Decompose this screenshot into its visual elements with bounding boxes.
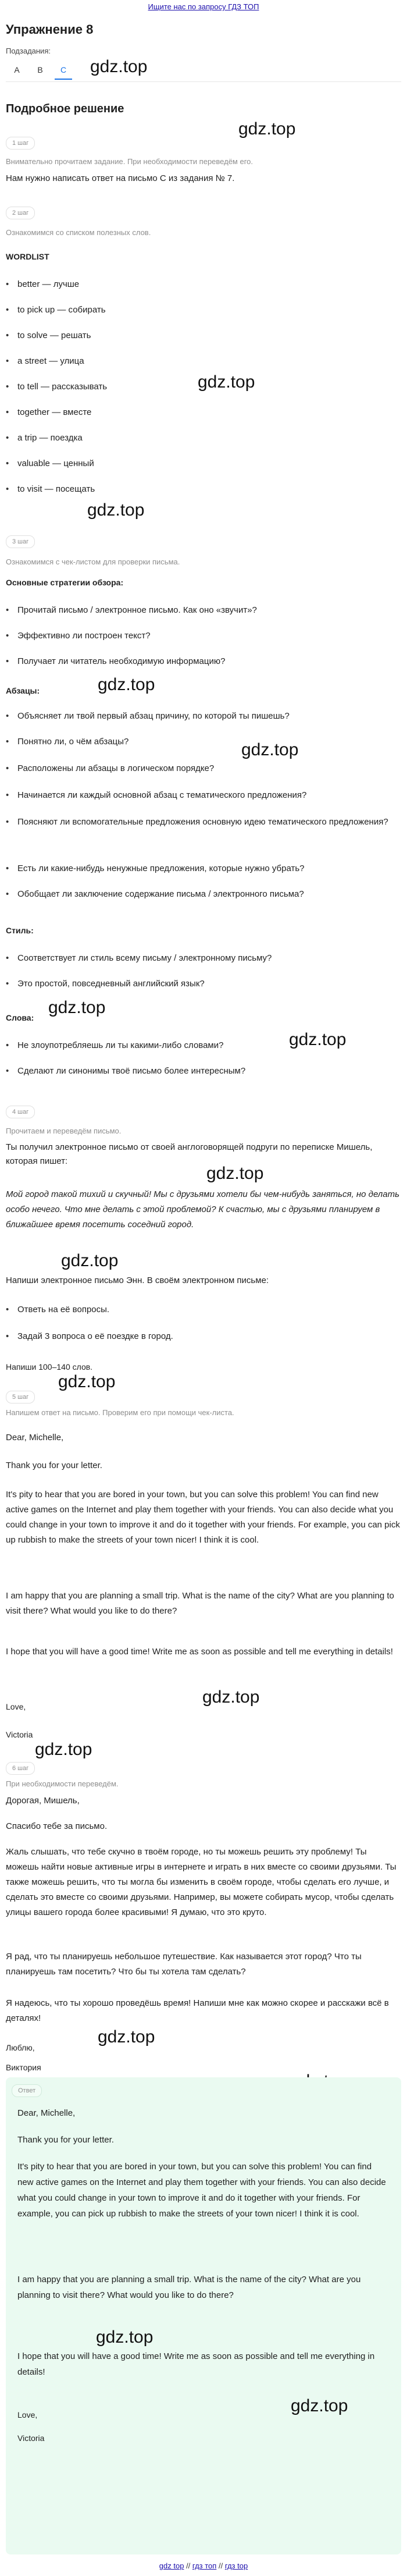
- list-item: • Сделают ли синонимы твоё письмо более интересным?: [17, 1065, 395, 1078]
- letter-closing: Люблю,: [6, 2043, 35, 2052]
- letter-thanks: Спасибо тебе за письмо.: [6, 1821, 108, 1831]
- list-item: • Задай 3 вопроса о её поездке в город.: [17, 1330, 395, 1343]
- letter-paragraph: Жаль слышать, что тебе скучно в твоём городе, но ты можешь решить эту проблему! Ты можешь найти новые активные игры в интернете и играть в них вместе со своими друзьями. Ты также можешь решить, что ты могла бы изменить в своём городе, чтобы сделать его лучше, и сделать это вместе со своими друзьями. Например, вы можете собирать мусор, чтобы сделать улицы вашего города более красивыми! Я думаю, что это круто.: [6, 1847, 397, 1917]
- list-item: • valuable — ценный: [17, 457, 395, 470]
- watermark: gdz.top: [96, 2328, 153, 2347]
- watermark: gdz.top: [206, 1164, 264, 1183]
- section-title: Основные стратегии обзора:: [6, 578, 124, 587]
- footer-link[interactable]: гдз топ: [192, 2561, 217, 2570]
- list-item: • better — лучше: [17, 278, 395, 291]
- tab-c[interactable]: C: [55, 61, 72, 80]
- step-pill: 2 шаг: [6, 207, 35, 219]
- letter-closing: Love,: [17, 2410, 38, 2419]
- step-note: Ознакомимся с чек-листом для проверки письма.: [6, 557, 180, 566]
- subtasks-label: Подзадания:: [6, 47, 51, 55]
- list-item: • a trip — поездка: [17, 432, 395, 445]
- step-note: Прочитаем и переведём письмо.: [6, 1127, 122, 1135]
- section-title: Слова:: [6, 1013, 34, 1022]
- watermark: gdz.top: [61, 1251, 119, 1270]
- divider: [6, 81, 401, 82]
- top-banner: [0, 0, 407, 14]
- letter-paragraph: I am happy that you are planning a small trip. What is the name of the city? What are you planning to visit there? What would you like to do there?: [6, 1591, 394, 1616]
- letter-paragraph: It's pity to hear that you are bored in your town, but you can solve this problem! You can find new active games on the Internet and play them together with your friends. You can also decide what you could change in your town to improve it and do it together with your friends. For example, you can pick up rubbish to make the streets of your town nicer! I think it is cool.: [17, 2162, 386, 2219]
- list-item: • Есть ли какие-нибудь ненужные предложения, которые нужно убрать?: [17, 862, 395, 875]
- solution-title: Подробное решение: [6, 102, 124, 115]
- list-item: • Объясняет ли твой первый абзац причину, по которой ты пишешь?: [17, 710, 395, 723]
- step-text: Напиши электронное письмо Энн. В своём электронном письме:: [6, 1275, 269, 1285]
- section-title: Абзацы:: [6, 686, 40, 695]
- top-search-link[interactable]: Ищите нас по запросу ГДЗ ТОП: [148, 2, 259, 11]
- letter-paragraph: I hope that you will have a good time! Write me as soon as possible and tell me everything in details!: [17, 2351, 375, 2377]
- list-item: • Не злоупотребляешь ли ты какими-либо словами?: [17, 1039, 395, 1052]
- step-text: Ты получил электронное письмо от своей англоговорящей подруги по переписке Мишель, которая пишет:: [6, 1142, 373, 1166]
- watermark: gdz.top: [98, 2027, 155, 2046]
- letter-paragraph: Я рад, что ты планируешь небольшое путешествие. Как называется этот город? Что ты планируешь там посетить? Что бы ты хотела там сделать?: [6, 1952, 362, 1977]
- letter-signature: Victoria: [17, 2433, 45, 2443]
- list-item: • to pick up — собирать: [17, 304, 395, 317]
- watermark: gdz.top: [58, 1372, 116, 1391]
- word-limit: Напиши 100–140 слов.: [6, 1362, 93, 1372]
- letter-thanks: Thank you for your letter.: [17, 2135, 114, 2145]
- list-item: • together — вместе: [17, 406, 395, 419]
- watermark: gdz.top: [87, 500, 145, 520]
- watermark: gdz.top: [98, 675, 155, 694]
- footer: [0, 2561, 407, 2570]
- step-text: Нам нужно написать ответ на письмо C из задания № 7.: [6, 173, 235, 183]
- letter-paragraph: I am happy that you are planning a small trip. What is the name of the city? What are you planning to visit there? What would you like to do there?: [17, 2275, 361, 2300]
- list-item: • Начинается ли каждый основной абзац с тематического предложения?: [17, 789, 395, 802]
- quoted-letter: Мой город такой тихий и скучный! Мы с друзьями хотели бы чем-нибудь заняться, но делать особо нечего. Что мне делать с этой проблемой? К счастью, мы с друзьями планируем в ближайшее время посетить соседний город.: [6, 1189, 399, 1230]
- footer-separator: //: [218, 2561, 223, 2570]
- letter-paragraph: It's pity to hear that you are bored in your town, but you can solve this problem! You can find new active games on the Internet and play them together with your friends. You can also decide what you could change in your town to improve it and do it together with your friends. For example, you can pick up rubbish to make the streets of your town nicer! I think it is cool.: [6, 1490, 400, 1545]
- list-item: • Эффективно ли построен текст?: [17, 630, 395, 642]
- watermark: gdz.top: [48, 998, 106, 1017]
- list-item: • to solve — решать: [17, 329, 395, 342]
- list-item: • to tell — рассказывать: [17, 381, 395, 393]
- step-pill: 3 шаг: [6, 535, 35, 548]
- footer-separator: //: [186, 2561, 191, 2570]
- list-item: • Соответствует ли стиль всему письму / электронному письму?: [17, 952, 395, 965]
- answer-pill: Ответ: [12, 2084, 42, 2097]
- letter-signature: Victoria: [6, 1730, 33, 1739]
- step-note: Напишем ответ на письмо. Проверим его при помощи чек-листа.: [6, 1408, 234, 1417]
- list-item: • Понятно ли, о чём абзацы?: [17, 736, 395, 748]
- list-item: • Расположены ли абзацы в логическом порядке?: [17, 762, 395, 775]
- letter-paragraph: Я надеюсь, что ты хорошо проведёшь время! Напиши мне как можно скорее и расскажи всё в деталях!: [6, 1998, 389, 2023]
- answer-box: [6, 2077, 401, 2554]
- list-item: • a street — улица: [17, 355, 395, 368]
- list-item: • Обобщает ли заключение содержание письма / электронного письма?: [17, 888, 395, 901]
- watermark: gdz.top: [90, 57, 148, 76]
- letter-greeting: Дорогая, Мишель,: [6, 1796, 80, 1806]
- section-title: Стиль:: [6, 926, 34, 935]
- watermark: gdz.top: [291, 2396, 348, 2415]
- letter-thanks: Thank you for your letter.: [6, 1461, 102, 1470]
- step-pill: 5 шаг: [6, 1391, 35, 1404]
- tab-a[interactable]: A: [14, 65, 20, 74]
- wordlist-title: WORDLIST: [6, 252, 49, 261]
- page-title: Упражнение 8: [6, 22, 94, 37]
- step-pill: 1 шаг: [6, 137, 35, 150]
- list-item: • Поясняют ли вспомогательные предложения основную идею тематического предложения?: [17, 816, 395, 829]
- watermark: gdz.top: [198, 372, 255, 392]
- list-item: • Это простой, повседневный английский язык?: [17, 978, 395, 990]
- footer-link[interactable]: gdz top: [159, 2561, 184, 2570]
- letter-greeting: Dear, Michelle,: [6, 1433, 64, 1442]
- list-item: • Прочитай письмо / электронное письмо. Как оно «звучит»?: [17, 604, 395, 617]
- watermark: gdz.top: [35, 1740, 92, 1759]
- list-item: • Ответь на её вопросы.: [17, 1303, 395, 1316]
- list-item: • to visit — посещать: [17, 483, 395, 496]
- tab-b[interactable]: B: [37, 65, 43, 74]
- watermark: gdz.top: [289, 1030, 347, 1049]
- letter-closing: Love,: [6, 1702, 26, 1711]
- letter-signature: Виктория: [6, 2063, 41, 2072]
- step-note: Ознакомимся со списком полезных слов.: [6, 228, 151, 237]
- list-item: • Получает ли читатель необходимую информацию?: [17, 655, 395, 668]
- step-pill: 4 шаг: [6, 1106, 35, 1118]
- watermark: gdz.top: [202, 1687, 260, 1707]
- footer-link[interactable]: гдз top: [224, 2561, 248, 2570]
- watermark: gdz.top: [238, 119, 296, 138]
- step-note: Внимательно прочитаем задание. При необходимости переведём его.: [6, 157, 254, 166]
- letter-paragraph: I hope that you will have a good time! Write me as soon as possible and tell me everything in details!: [6, 1647, 393, 1657]
- step-pill: 6 шаг: [6, 1762, 35, 1775]
- step-note: При необходимости переведём.: [6, 1779, 119, 1788]
- watermark: gdz.top: [241, 740, 299, 759]
- letter-greeting: Dear, Michelle,: [17, 2108, 76, 2118]
